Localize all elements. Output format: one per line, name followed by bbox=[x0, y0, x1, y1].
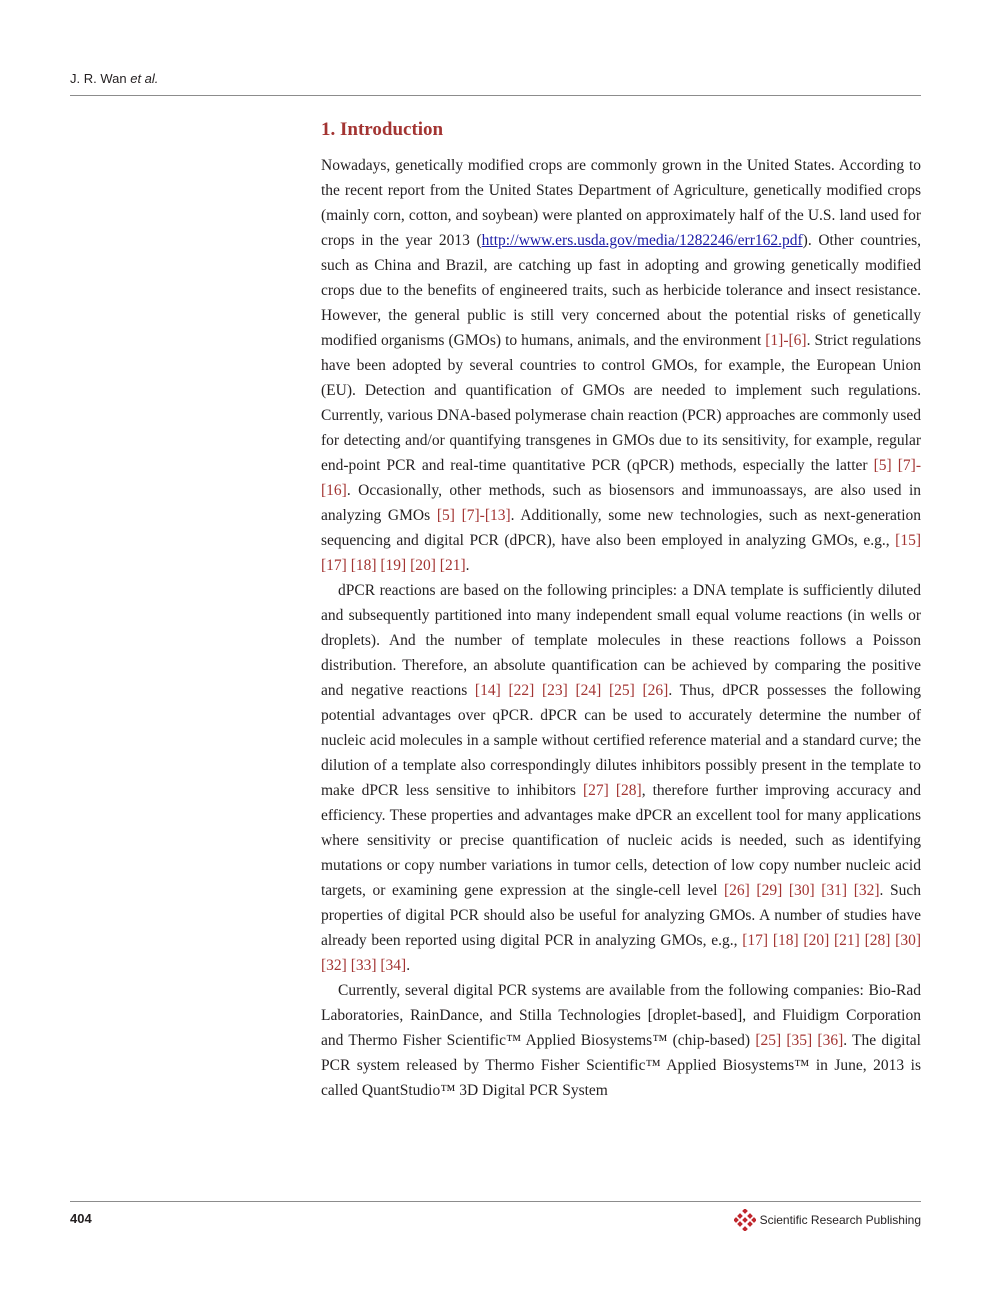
paragraph-text: . The digital PCR system released by Thermo Fisher Scientific™ Applied Biosystems™ in June, 2013 is called QuantStudio™ 3D Digital PCR System bbox=[321, 1032, 921, 1099]
page-number: 404 bbox=[70, 1211, 92, 1226]
paragraph-text: . Thus, dPCR possesses the following potential advantages over qPCR. dPCR can be used to accurately determine the number of nucleic acid molecules in a sample without certified reference material and a standard curve; the dilution of a template also correspondingly dilutes inhibitors possibly present in the template to make dPCR less sensitive to inhibitors bbox=[321, 682, 921, 799]
paragraph-text: ). Other countries, such as China and Brazil, are catching up fast in adopting and growing genetically modified crops due to the benefits of engineered traits, such as herbicide tolerance and insect resistance. However, the general public is still very concerned about the potential risks of genetically modified organisms (GMOs) to humans, animals, and the environment bbox=[321, 232, 921, 349]
paragraph-text: . Occasionally, other methods, such as biosensors and immunoassays, are also used in analyzing GMOs bbox=[321, 482, 921, 524]
citation-reference[interactable]: [14] [22] [23] [24] [25] [26] bbox=[474, 682, 669, 699]
paragraph-text: Nowadays, genetically modified crops are commonly grown in the United States. According to the recent report from the United States Department of Agriculture, genetically modified crops (mainly corn, cotton, and soybean) were planted on approximately half of the U.S. land used for crops in the year 2013 ( bbox=[321, 157, 921, 249]
header-rule bbox=[70, 95, 921, 96]
paragraph-text: Currently, several digital PCR systems are available from the following companies: Bio-Rad Laboratories, RainDance, and Stilla Technologies [droplet-based], and Fluidigm Corporation and Thermo Fisher Scientific™ Applied Biosystems™ (chip-based) bbox=[321, 982, 921, 1049]
paragraph-text: , therefore further improving accuracy and efficiency. These properties and advantages make dPCR an excellent tool for many applications where sensitivity or precise quantification of nucleic acids is needed, such as identifying mutations or copy number variations in tumor cells, detection of low copy number nucleic acid targets, or examining gene expression at the single-cell level bbox=[321, 782, 921, 899]
publisher-logo bbox=[734, 1209, 921, 1231]
paragraph-text: . Such properties of digital PCR should also be useful for analyzing GMOs. A number of studies have already been reported using digital PCR in analyzing GMOs, e.g., bbox=[321, 882, 921, 949]
paragraph-text: . bbox=[406, 957, 411, 974]
citation-reference[interactable]: [5] [7]-[16] bbox=[321, 457, 921, 499]
section-title: 1. Introduction bbox=[321, 119, 444, 140]
paragraph-3 bbox=[321, 978, 921, 1103]
citation-reference[interactable]: [26] [29] [30] [31] [32] bbox=[724, 882, 880, 899]
publisher-logo-icon bbox=[734, 1209, 756, 1231]
citation-reference[interactable]: [15] [17] [18] [19] [20] [21] bbox=[321, 532, 921, 574]
paragraph-text: dPCR reactions are based on the following principles: a DNA template is sufficiently diluted and subsequently partitioned into many independent small equal volume reactions (in wells or droplets). And the number of template molecules in these reactions follows a Poisson distribution. Therefore, an absolute quantification can be achieved by comparing the positive and negative reactions bbox=[321, 582, 921, 699]
footer-rule bbox=[70, 1201, 921, 1202]
author-et-al: et al. bbox=[130, 71, 159, 86]
paragraph-1 bbox=[321, 153, 921, 578]
publisher-name: Scientific Research Publishing bbox=[759, 1213, 921, 1227]
paragraph-2 bbox=[321, 578, 921, 978]
citation-reference[interactable]: [1]-[6] bbox=[765, 332, 807, 349]
citation-reference[interactable]: [27] [28] bbox=[582, 782, 642, 799]
citation-reference[interactable]: [17] [18] [20] [21] [28] [30] [32] [33] [34] bbox=[321, 932, 921, 974]
body-text bbox=[321, 153, 921, 1103]
paragraph-text: . bbox=[465, 557, 470, 574]
inline-link[interactable]: http://www.ers.usda.gov/media/1282246/err162.pdf bbox=[481, 232, 803, 249]
paragraph-text: . Strict regulations have been adopted by several countries to control GMOs, for example, the European Union (EU). Detection and quantification of GMOs are needed to implement such regulations. Currently, various DNA-based polymerase chain reaction (PCR) approaches are commonly used for detecting and/or quantifying transgenes in GMOs due to its sensitivity, for example, regular end-point PCR and real-time quantitative PCR (qPCR) methods, especially the latter bbox=[321, 332, 921, 474]
citation-reference[interactable]: [5] [7]-[13] bbox=[436, 507, 511, 524]
running-header-author bbox=[70, 71, 158, 86]
paragraph-text: . Additionally, some new technologies, such as next-generation sequencing and digital PCR (dPCR), have also been employed in analyzing GMOs, e.g., bbox=[321, 507, 922, 549]
author-name: J. R. Wan bbox=[70, 71, 127, 86]
citation-reference[interactable]: [25] [35] [36] bbox=[755, 1032, 844, 1049]
